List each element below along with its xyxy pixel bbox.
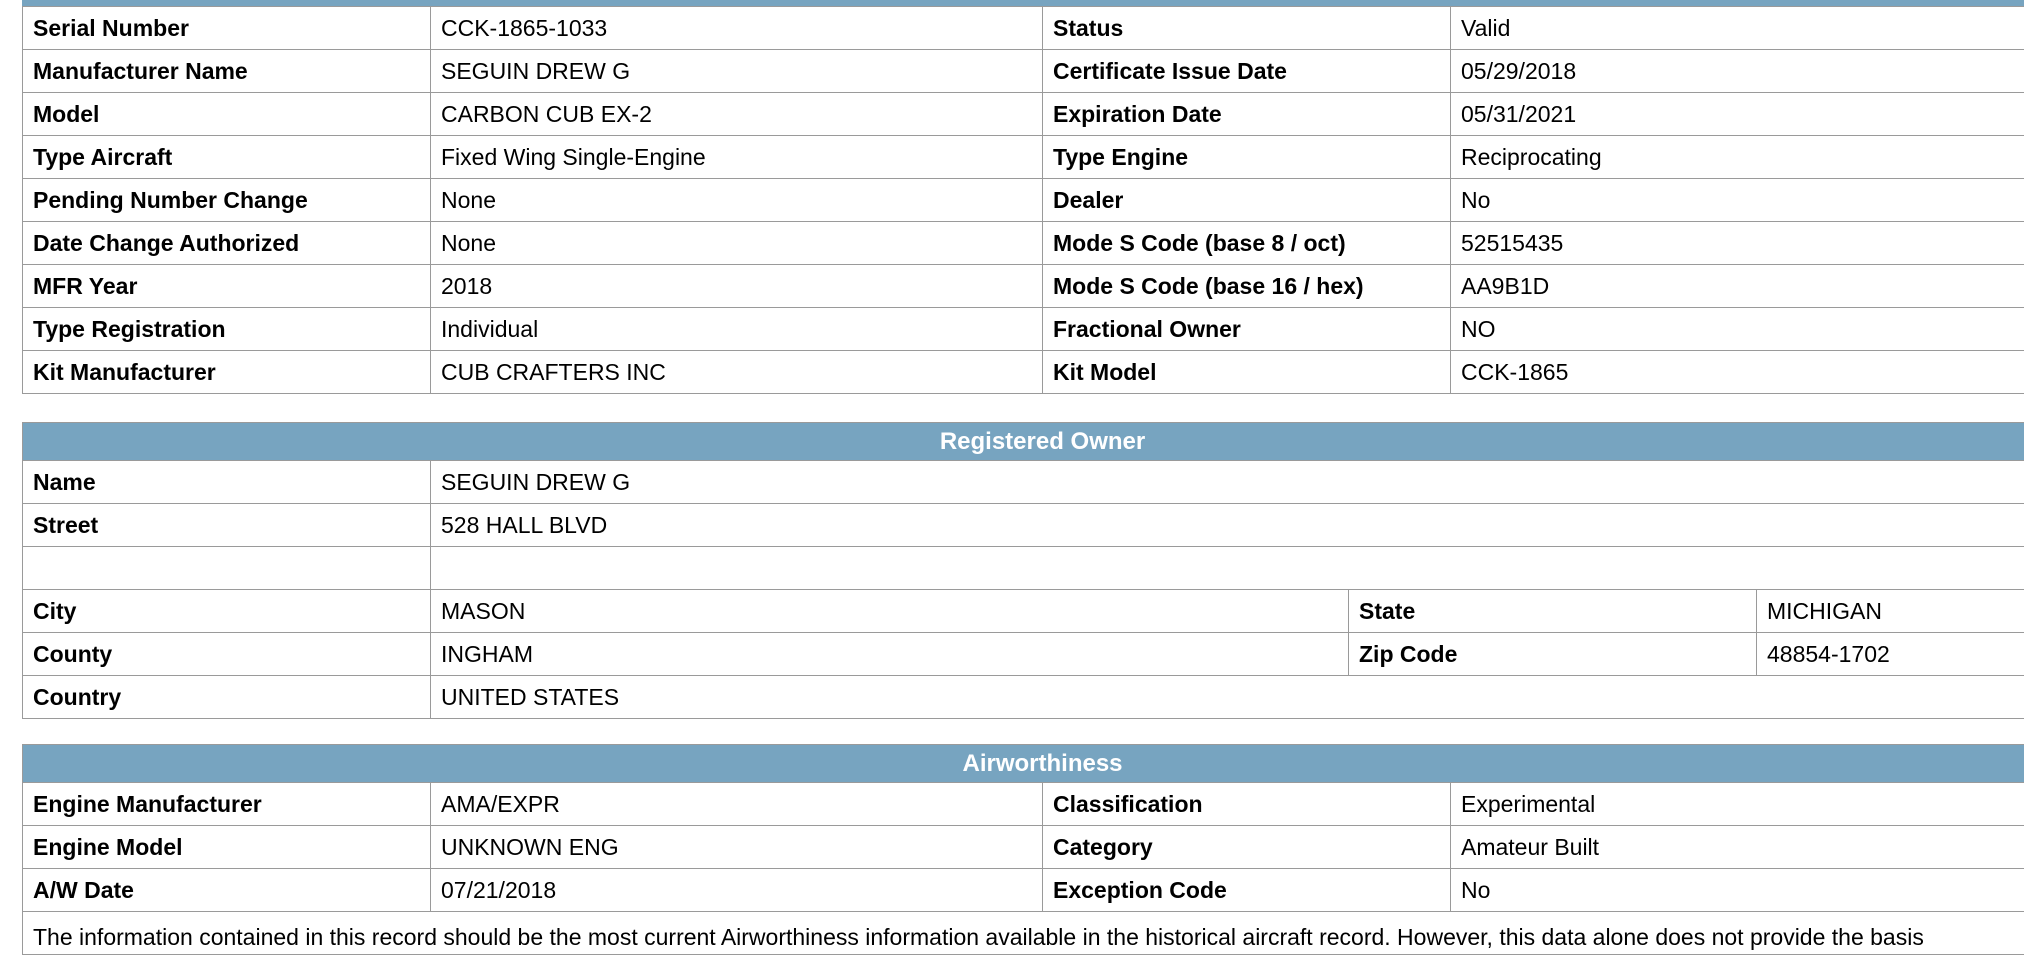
airworthiness-row: [23, 869, 2024, 912]
aircraft-value-v2: No: [1451, 179, 2024, 222]
airworthiness-label-l2: Classification: [1043, 783, 1451, 826]
owner-name-label: Name: [23, 461, 431, 504]
airworthiness-value-v1: AMA/EXPR: [431, 783, 1043, 826]
owner-street-label: Street: [23, 504, 431, 547]
airworthiness-value-v2: Amateur Built: [1451, 826, 2024, 869]
aircraft-value-v1: Individual: [431, 308, 1043, 351]
owner-country-value: UNITED STATES: [431, 676, 2024, 719]
owner-name-value: SEGUIN DREW G: [431, 461, 2024, 504]
airworthiness-value-v1: UNKNOWN ENG: [431, 826, 1043, 869]
owner-zip-label: Zip Code: [1349, 633, 1757, 676]
aircraft-row: [23, 222, 2024, 265]
owner-street2-label: [23, 547, 431, 590]
aircraft-label-l1: Serial Number: [23, 7, 431, 50]
aircraft-row: [23, 136, 2024, 179]
aircraft-label-l2: Expiration Date: [1043, 93, 1451, 136]
owner-county-label: County: [23, 633, 431, 676]
owner-name-row: [23, 461, 2024, 504]
aircraft-label-l1: Kit Manufacturer: [23, 351, 431, 394]
aircraft-rows: [23, 7, 2024, 394]
registered-owner-table: [22, 422, 2024, 719]
aircraft-label-l2: Kit Model: [1043, 351, 1451, 394]
airworthiness-note-row: [23, 912, 2024, 955]
owner-state-label: State: [1349, 590, 1757, 633]
aircraft-label-l1: Model: [23, 93, 431, 136]
aircraft-description-table: [22, 6, 2024, 394]
airworthiness-table: [22, 744, 2024, 955]
airworthiness-rows: [23, 745, 2024, 955]
owner-city-row: [23, 590, 2024, 633]
owner-street2-value: [431, 547, 2024, 590]
owner-street-value: 528 HALL BLVD: [431, 504, 2024, 547]
aircraft-value-v2: Reciprocating: [1451, 136, 2024, 179]
registered-owner-header: Registered Owner: [23, 423, 2024, 461]
aircraft-value-v2: CCK-1865: [1451, 351, 2024, 394]
aircraft-row: [23, 265, 2024, 308]
aircraft-row: [23, 308, 2024, 351]
aircraft-value-v1: Fixed Wing Single-Engine: [431, 136, 1043, 179]
owner-city-value: MASON: [431, 590, 1349, 633]
airworthiness-row: [23, 826, 2024, 869]
owner-zip-value: 48854-1702: [1757, 633, 2024, 676]
aircraft-row: [23, 351, 2024, 394]
aircraft-label-l2: Dealer: [1043, 179, 1451, 222]
aircraft-value-v1: CCK-1865-1033: [431, 7, 1043, 50]
aircraft-label-l1: Pending Number Change: [23, 179, 431, 222]
airworthiness-label-l1: Engine Manufacturer: [23, 783, 431, 826]
owner-city-label: City: [23, 590, 431, 633]
airworthiness-value-v1: 07/21/2018: [431, 869, 1043, 912]
aircraft-label-l2: Mode S Code (base 16 / hex): [1043, 265, 1451, 308]
airworthiness-value-v2: Experimental: [1451, 783, 2024, 826]
aircraft-label-l1: Manufacturer Name: [23, 50, 431, 93]
aircraft-value-v2: NO: [1451, 308, 2024, 351]
aircraft-row: [23, 93, 2024, 136]
owner-street-row: [23, 504, 2024, 547]
aircraft-row: [23, 50, 2024, 93]
airworthiness-row: [23, 783, 2024, 826]
aircraft-label-l2: Mode S Code (base 8 / oct): [1043, 222, 1451, 265]
airworthiness-label-l2: Category: [1043, 826, 1451, 869]
airworthiness-label-l1: A/W Date: [23, 869, 431, 912]
aircraft-label-l2: Certificate Issue Date: [1043, 50, 1451, 93]
airworthiness-label-l1: Engine Model: [23, 826, 431, 869]
aircraft-value-v2: Valid: [1451, 7, 2024, 50]
aircraft-value-v1: CUB CRAFTERS INC: [431, 351, 1043, 394]
aircraft-value-v2: 05/31/2021: [1451, 93, 2024, 136]
aircraft-value-v2: 05/29/2018: [1451, 50, 2024, 93]
aircraft-label-l2: Type Engine: [1043, 136, 1451, 179]
airworthiness-header: Airworthiness: [23, 745, 2024, 783]
owner-country-row: [23, 676, 2024, 719]
owner-state-value: MICHIGAN: [1757, 590, 2024, 633]
airworthiness-value-v2: No: [1451, 869, 2024, 912]
aircraft-value-v1: None: [431, 222, 1043, 265]
airworthiness-note-cell: [23, 912, 2024, 955]
aircraft-label-l1: MFR Year: [23, 265, 431, 308]
aircraft-value-v1: SEGUIN DREW G: [431, 50, 1043, 93]
airworthiness-note: The information contained in this record should be the most current Airworthiness information available in the historical aircraft record. However, this data alone does not provide the basis: [33, 924, 1924, 950]
owner-street2-row: [23, 547, 2024, 590]
aircraft-value-v1: CARBON CUB EX-2: [431, 93, 1043, 136]
aircraft-label-l1: Type Aircraft: [23, 136, 431, 179]
owner-country-label: Country: [23, 676, 431, 719]
aircraft-row: [23, 7, 2024, 50]
aircraft-label-l2: Fractional Owner: [1043, 308, 1451, 351]
aircraft-value-v1: None: [431, 179, 1043, 222]
aircraft-value-v2: 52515435: [1451, 222, 2024, 265]
aircraft-row: [23, 179, 2024, 222]
owner-county-row: [23, 633, 2024, 676]
aircraft-value-v2: AA9B1D: [1451, 265, 2024, 308]
aircraft-label-l1: Date Change Authorized: [23, 222, 431, 265]
aircraft-label-l1: Type Registration: [23, 308, 431, 351]
aircraft-value-v1: 2018: [431, 265, 1043, 308]
aircraft-label-l2: Status: [1043, 7, 1451, 50]
airworthiness-label-l2: Exception Code: [1043, 869, 1451, 912]
owner-county-value: INGHAM: [431, 633, 1349, 676]
